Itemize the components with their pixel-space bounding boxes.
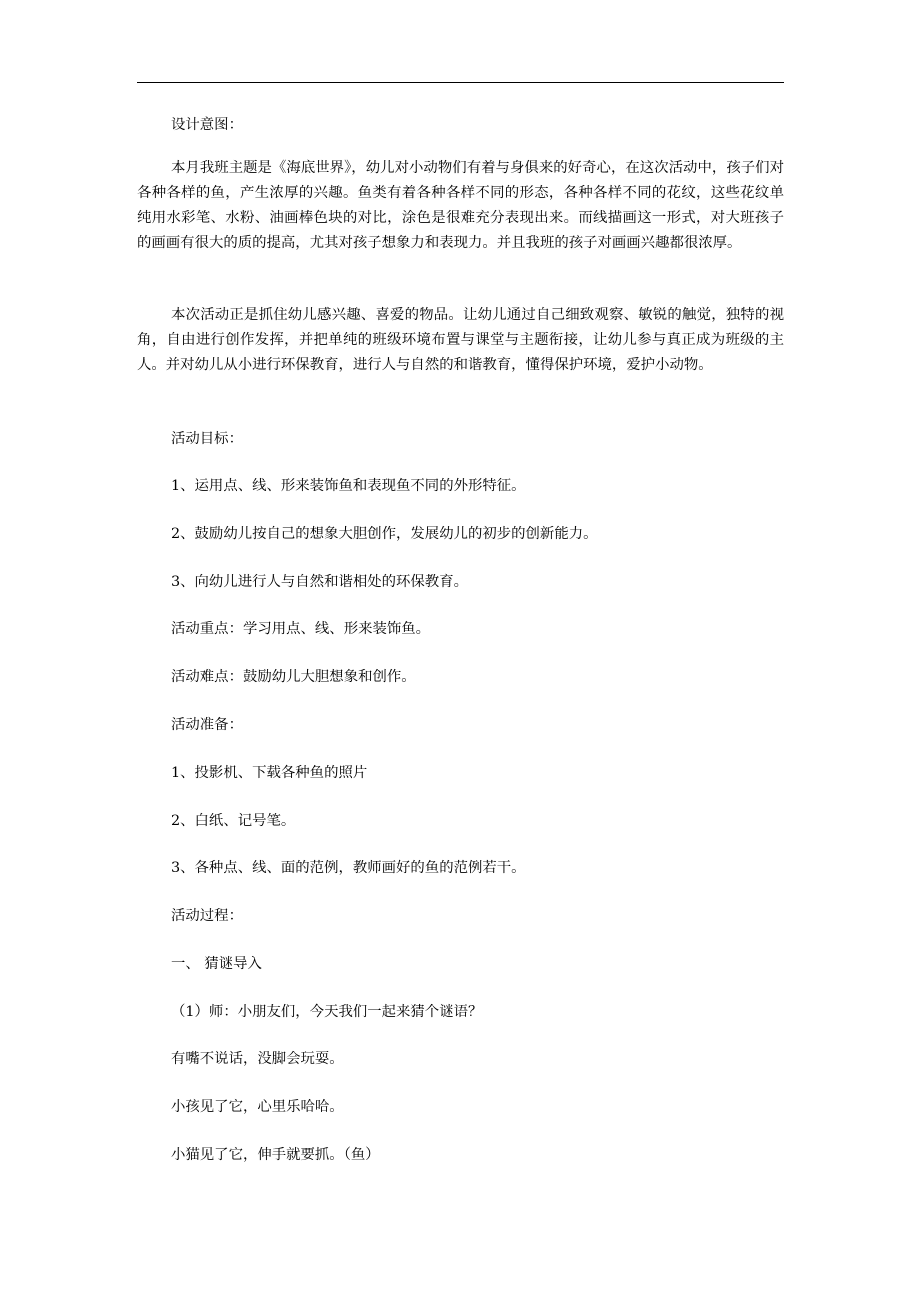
design-intent-paragraph-1: 本月我班主题是《海底世界》，幼儿对小动物们有着与身俱来的好奇心，在这次活动中，孩子们对各种各样的鱼，产生浓厚的兴趣。鱼类有着各种各样不同的形态，各种各样不同的花纹，这些花纹单纯用水彩笔、水粉、油画棒色块的对比，涂色是很难充分表现出来。而线描画这一形式，对大班孩子的画画有很大的质的提高，尤其对孩子想象力和表现力。并且我班的孩子对画画兴趣都很浓厚。 bbox=[137, 160, 784, 251]
header-rule bbox=[137, 82, 784, 83]
riddle-line-3: 小猫见了它，伸手就要抓。（鱼） bbox=[171, 1147, 380, 1163]
prep-item-1: 1、投影机、下载各种鱼的照片 bbox=[171, 765, 368, 781]
prep-item-3: 3、各种点、线、面的范例，教师画好的鱼的范例若干。 bbox=[171, 860, 526, 876]
prep-item-2: 2、白纸、记号笔。 bbox=[171, 813, 296, 829]
process-heading: 活动过程： bbox=[171, 908, 243, 924]
key-point: 活动重点：学习用点、线、形来装饰鱼。 bbox=[171, 621, 431, 637]
goal-item-3: 3、向幼儿进行人与自然和谐相处的环保教育。 bbox=[171, 574, 468, 590]
goal-item-2: 2、鼓励幼儿按自己的想象大胆创作，发展幼儿的初步的创新能力。 bbox=[171, 526, 598, 542]
riddle-line-1: 有嘴不说话，没脚会玩耍。 bbox=[171, 1051, 344, 1067]
difficulty: 活动难点：鼓励幼儿大胆想象和创作。 bbox=[171, 669, 416, 685]
design-intent-heading: 设计意图： bbox=[171, 117, 243, 133]
step1-heading: 一、 猜谜导入 bbox=[171, 956, 262, 972]
goal-item-1: 1、运用点、线、形来装饰鱼和表现鱼不同的外形特征。 bbox=[171, 478, 526, 494]
step1-question: （1）师：小朋友们，今天我们一起来猜个谜语？ bbox=[171, 1004, 483, 1020]
goals-heading: 活动目标： bbox=[171, 431, 243, 447]
riddle-line-2: 小孩见了它，心里乐哈哈。 bbox=[171, 1099, 344, 1115]
prep-heading: 活动准备： bbox=[171, 717, 243, 733]
design-intent-paragraph-2: 本次活动正是抓住幼儿感兴趣、喜爱的物品。让幼儿通过自己细致观察、敏锐的触觉，独特的视角，自由进行创作发挥，并把单纯的班级环境布置与课堂与主题衔接，让幼儿参与真正成为班级的主人。并对幼儿从小进行环保教育，进行人与自然的和谐教育，懂得保护环境，爱护小动物。 bbox=[137, 307, 784, 373]
